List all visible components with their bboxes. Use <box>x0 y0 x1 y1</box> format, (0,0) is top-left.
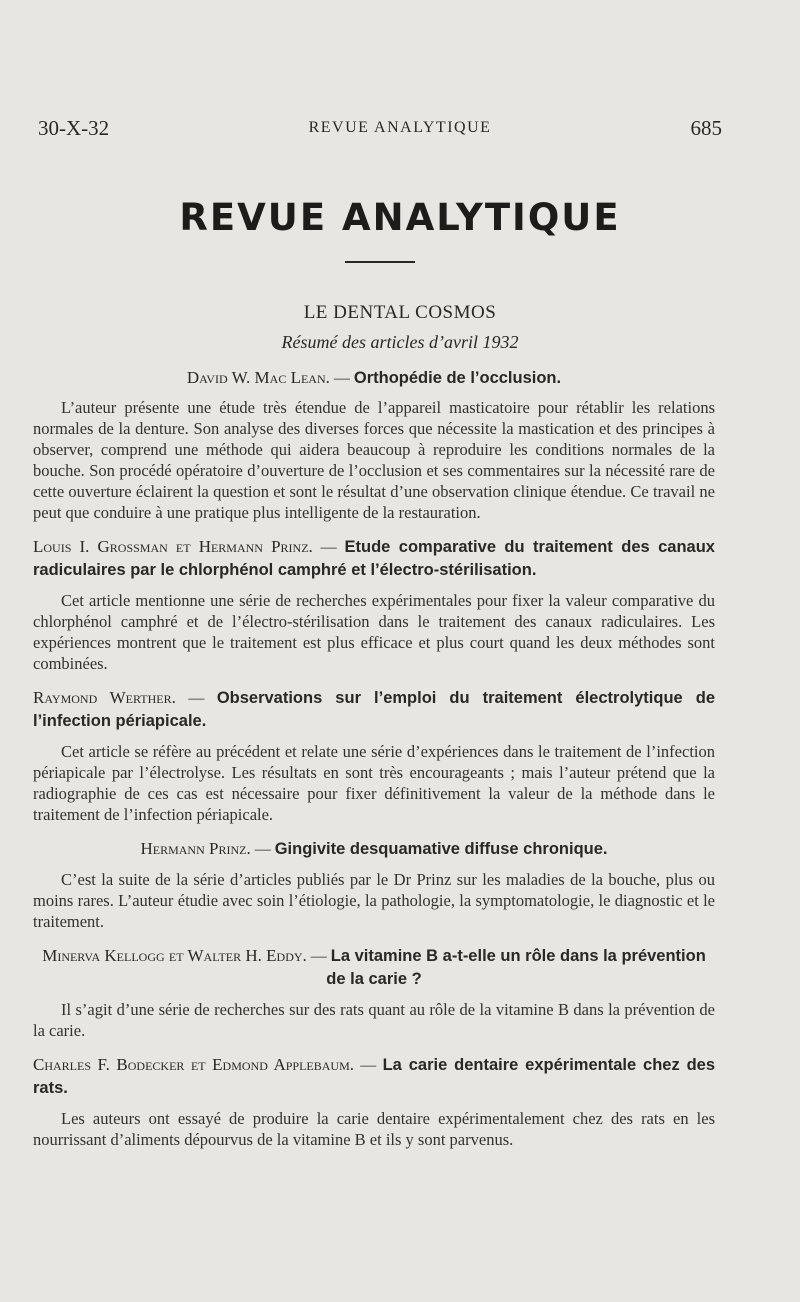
article-authors: David W. Mac Lean. <box>186 368 330 387</box>
article-body: Cet article se réfère au précédent et relate une série d’expériences dans le traitement de l’infection périapicale par l’électrolyse. Les résultats en sont très encourageants ; mais l’auteur prétend que la radiographie de ces cas est nécessaire pour fixer définitivement la valeur de la méthode dans le traitement de l’infection périapicale. <box>33 742 715 824</box>
article-authors: Louis I. Grossman et Hermann Prinz. <box>33 537 313 556</box>
article-heading <box>33 536 715 582</box>
article-title: La carie dentaire expérimentale chez des rats. <box>33 1056 715 1097</box>
article-separator: — <box>354 1057 383 1074</box>
article-heading <box>33 838 715 861</box>
running-head <box>0 116 800 142</box>
article-authors: Minerva Kellogg et Walter H. Eddy. <box>42 946 307 965</box>
article-heading <box>33 687 715 733</box>
article-separator: — <box>312 539 345 556</box>
article-separator: — <box>306 948 331 965</box>
journal-name: LE DENTAL COSMOS <box>303 302 497 323</box>
article-title: Orthopédie de l’occlusion. <box>353 369 562 387</box>
article-heading <box>33 945 715 991</box>
article-list <box>33 367 715 1150</box>
article-body: Cet article mentionne une série de recherches expérimentales pour fixer la valeur comparative du chlorphénol camphré et de l’électro-stérilisation dans le traitement des canaux radiculaires. Les expériences montrent que le traitement est plus efficace et plus court quand les deux méthodes sont combinées. <box>33 591 715 673</box>
article-title: Gingivite desquamative diffuse chronique. <box>274 840 608 858</box>
article-separator: — <box>175 690 217 707</box>
article-authors: Raymond Werther. <box>33 688 176 707</box>
journal-subtitle: Résumé des articles d’avril 1932 <box>281 332 519 352</box>
article-authors: Hermann Prinz. <box>140 839 251 858</box>
article-body: L’auteur présente une étude très étendue de l’appareil masticatoire pour rétablir les relations normales de la denture. Son analyse des diverses forces que nécessite la mastication et des principes à observer, comprend une méthode qui aidera beaucoup à reproduire les conditions normales de la bouche. Son procédé opératoire d’ouverture de l’occlusion et ses commentaires sur la nécessité rare de cette ouverture éclairent la question et sont le résultat d’une observation clinique étendue. Ce travail ne peut que conduire à une pratique plus intelligente de la restauration. <box>33 398 715 522</box>
article-body: C’est la suite de la série d’articles publiés par le Dr Prinz sur les maladies de la bouche, plus ou moins rares. L’auteur étudie avec soin l’étiologie, la pathologie, la symptomatologie, le diagnostic et le traitement. <box>33 870 715 931</box>
title-rule <box>345 261 415 263</box>
running-head-date: 30-X-32 <box>38 116 110 140</box>
article-heading <box>33 367 715 390</box>
article-title: Etude comparative du traitement des canaux radiculaires par le chlorphénol camphré et l’électro-stérilisation. <box>33 538 715 579</box>
article-title: La vitamine B a-t-elle un rôle dans la prévention de la carie ? <box>326 947 706 988</box>
article-heading <box>33 1054 715 1100</box>
article-separator: — <box>329 370 354 387</box>
article-title: Observations sur l’emploi du traitement électrolytique de l’infection périapicale. <box>33 689 716 730</box>
article-authors: Charles F. Bodecker et Edmond Applebaum. <box>33 1055 355 1074</box>
article-separator: — <box>250 841 275 858</box>
running-head-title: REVUE ANALYTIQUE <box>308 119 492 136</box>
page-number: 685 <box>690 116 722 140</box>
article-body: Les auteurs ont essayé de produire la carie dentaire expérimentalement chez des rats en les nourrissant d’aliments dépourvus de la vitamine B et ils y sont parvenus. <box>33 1109 715 1149</box>
page-title: REVUE ANALYTIQUE <box>179 196 621 239</box>
article-body: Il s’agit d’une série de recherches sur des rats quant au rôle de la vitamine B dans la prévention de la carie. <box>33 1000 715 1040</box>
